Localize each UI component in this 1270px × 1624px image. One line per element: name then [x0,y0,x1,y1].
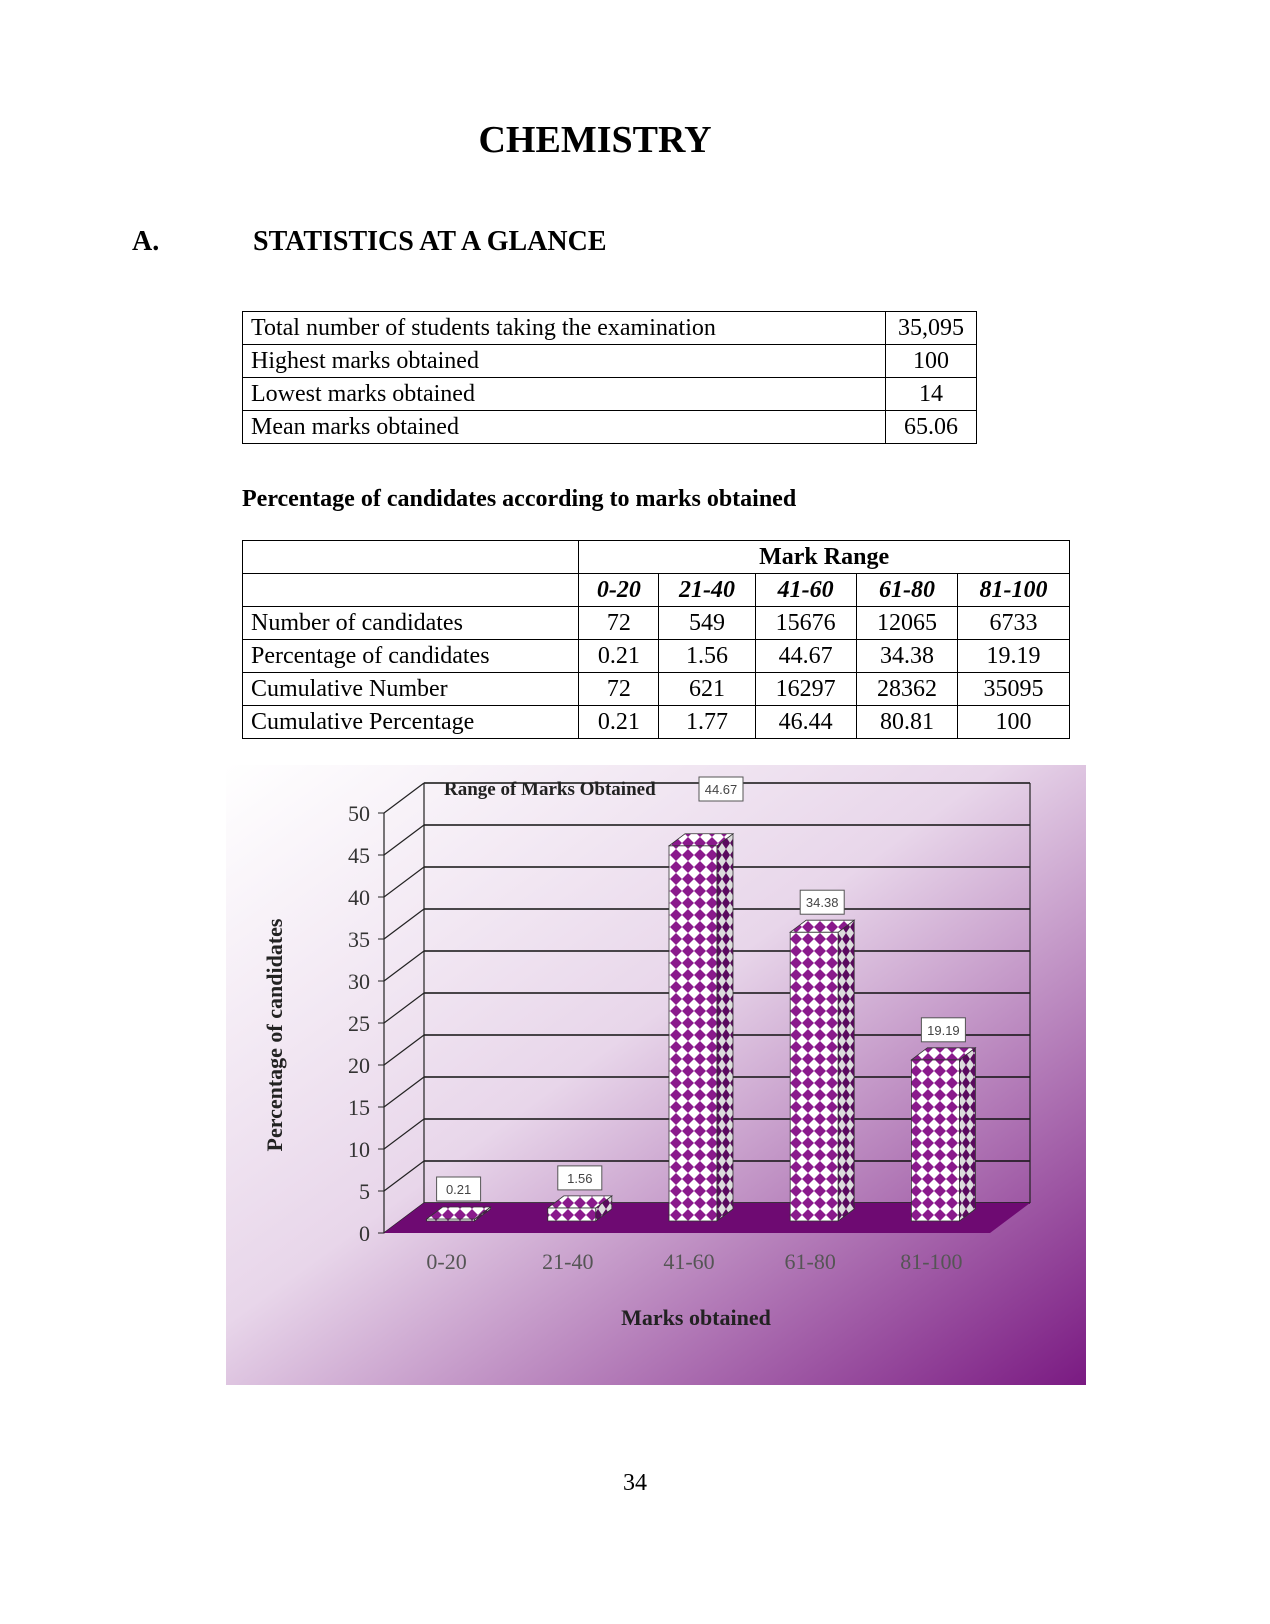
page-number: 34 [623,1470,647,1496]
table-cell: 0.21 [579,640,659,673]
table-cell: 34.38 [856,640,957,673]
section-title: STATISTICS AT A GLANCE [253,226,607,257]
table-cell: 100 [958,706,1070,739]
mark-range-header: Mark Range [579,541,1070,574]
table-cell: 1.77 [659,706,755,739]
range-header: 81-100 [958,574,1070,607]
table-cell: 6733 [958,607,1070,640]
stat-label: Lowest marks obtained [243,378,886,411]
y-tick-label: 40 [348,885,370,910]
row-label: Percentage of candidates [243,640,579,673]
bar-side [959,1048,975,1221]
bar [669,846,717,1221]
distribution-heading: Percentage of candidates according to marks obtained [242,486,797,512]
data-label: 1.56 [567,1170,593,1186]
table-row [243,345,977,378]
y-tick-label: 50 [348,801,370,826]
table-row [243,607,1070,640]
bar [911,1060,959,1221]
range-header: 41-60 [755,574,856,607]
x-tick-label: 61-80 [784,1249,836,1274]
y-tick-label: 0 [359,1221,370,1246]
y-tick-label: 25 [348,1011,370,1036]
data-label: 34.38 [805,895,839,911]
stat-value: 100 [886,345,977,378]
y-tick-label: 45 [348,843,370,868]
table-cell: 0.21 [579,706,659,739]
x-tick-label: 81-100 [900,1249,963,1274]
table-row [243,640,1070,673]
y-tick-label: 5 [359,1179,370,1204]
y-tick-label: 30 [348,969,370,994]
bar [790,932,838,1221]
range-header: 61-80 [856,574,957,607]
stat-value: 14 [886,378,977,411]
row-label: Number of candidates [243,607,579,640]
header-blank-cell [243,574,579,607]
stat-label: Total number of students taking the examination [243,312,886,345]
stat-label: Mean marks obtained [243,411,886,444]
y-tick-label: 35 [348,927,370,952]
data-label: 44.67 [704,782,738,797]
table-row [243,411,977,444]
table-header-row [243,541,1070,574]
table-row [243,378,977,411]
data-label: 0.21 [445,1182,472,1197]
table-cell: 80.81 [856,706,957,739]
row-label: Cumulative Percentage [243,706,579,739]
table-row [243,706,1070,739]
chart-container [226,765,1086,1385]
table-cell: 12065 [856,607,957,640]
y-tick-label: 10 [348,1137,370,1162]
table-header-row [243,574,1070,607]
table-cell: 16297 [755,673,856,706]
table-cell: 28362 [856,673,957,706]
bar-side [838,920,854,1221]
range-header: 0-20 [579,574,659,607]
table-cell: 72 [579,607,659,640]
chart-title: Range of Marks Obtained [444,779,656,800]
distribution-table [242,540,1070,739]
stat-value: 65.06 [886,411,977,444]
table-cell: 72 [579,673,659,706]
data-label: 19.19 [927,1022,960,1038]
bar-chart [226,765,1086,1385]
table-cell: 1.56 [659,640,755,673]
header-blank-cell [243,541,579,574]
table-cell: 35095 [958,673,1070,706]
table-cell: 15676 [755,607,856,640]
section-letter: A. [132,226,160,257]
page-title: CHEMISTRY [478,119,712,161]
range-header: 21-40 [659,574,755,607]
table-cell: 549 [659,607,755,640]
x-axis-title: Marks obtained [621,1305,771,1330]
table-cell: 44.67 [755,640,856,673]
y-tick-label: 20 [348,1053,370,1078]
table-row [243,673,1070,706]
x-tick-label: 41-60 [663,1249,715,1274]
statistics-table [242,311,977,444]
table-cell: 46.44 [755,706,856,739]
y-tick-label: 15 [348,1095,370,1120]
stat-label: Highest marks obtained [243,345,886,378]
table-row [243,312,977,345]
row-label: Cumulative Number [243,673,579,706]
y-axis-title: Percentage of candidates [262,918,287,1152]
table-cell: 19.19 [958,640,1070,673]
x-tick-label: 0-20 [426,1249,467,1274]
bar-side [717,834,733,1221]
table-cell: 621 [659,673,755,706]
bar [548,1208,596,1221]
x-tick-label: 21-40 [542,1249,594,1274]
stat-value: 35,095 [886,312,977,345]
